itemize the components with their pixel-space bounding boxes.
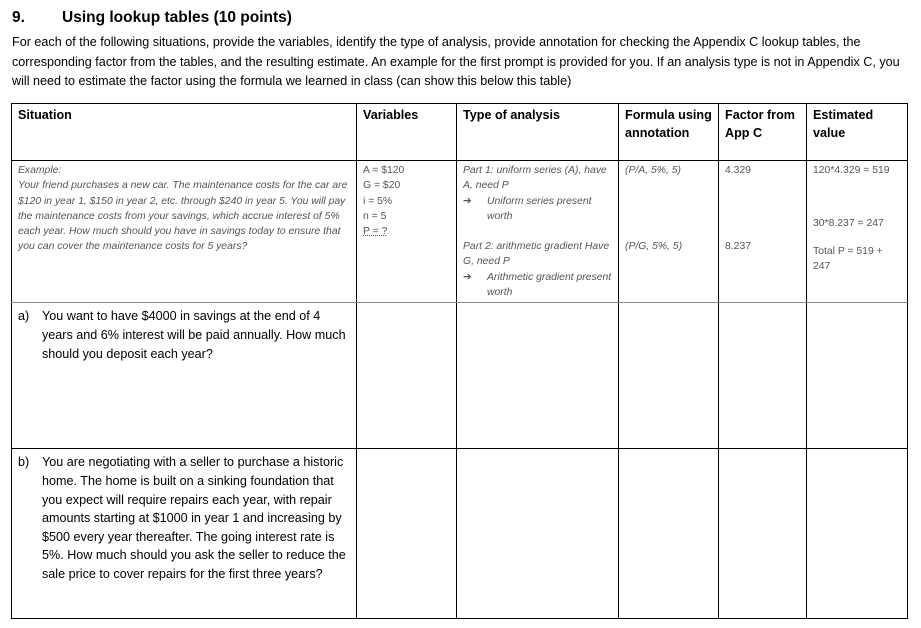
question-b-text: You are negotiating with a seller to purchase a historic home. The home is built on a sinking foundation that you expect will require repairs each year, with repair amounts starting at $1000 in year 1 and increasing by $500 every year thereafter. The going interest rate is 5%. How much should you ask the seller to reduce the sale price to cover repairs for the first three years? bbox=[42, 455, 346, 581]
example-situation-text: Example: Your friend purchases a new car. The maintenance costs for the car are $120 in year 1, $150 in year 2, etc. through $240 in year 5. You will pay the maintenance costs from your savings, which accrue interest of 5% each year. How much should you have in savings today to ensure that you can cover the maintenance costs for 5 years? bbox=[18, 165, 348, 253]
example-type-part1-arrow-text: Uniform series present worth bbox=[487, 195, 592, 222]
example-factor-1: 4.329 bbox=[725, 165, 752, 176]
answer-b-estimate[interactable] bbox=[807, 449, 908, 619]
example-variables bbox=[357, 161, 457, 303]
example-type-part1-result bbox=[463, 194, 612, 225]
question-title: Using lookup tables (10 points) bbox=[62, 9, 292, 26]
example-type-part2-result bbox=[463, 270, 612, 301]
example-type-part1: Part 1: uniform series (A), have A, need P bbox=[463, 165, 607, 192]
example-variable: n = 5 bbox=[363, 210, 387, 222]
example-variable: G = $20 bbox=[363, 180, 401, 192]
header-situation: Situation bbox=[12, 104, 357, 161]
header-type-of-analysis: Type of analysis bbox=[457, 104, 619, 161]
header-formula: Formula using annotation bbox=[619, 104, 719, 161]
header-estimated-value: Estimated value bbox=[807, 104, 908, 161]
question-b-label: b) bbox=[18, 455, 30, 470]
question-b-situation bbox=[12, 449, 357, 619]
example-formula-1: (P/A, 5%, 5) bbox=[625, 165, 682, 176]
example-situation bbox=[12, 161, 357, 303]
answer-a-formula[interactable] bbox=[619, 303, 719, 449]
example-estimate-1: 120*4.329 = 519 bbox=[813, 165, 890, 176]
example-formula bbox=[619, 161, 719, 303]
example-factor-2: 8.237 bbox=[725, 241, 752, 253]
question-a-situation bbox=[12, 303, 357, 449]
example-row bbox=[12, 161, 908, 303]
lookup-table bbox=[11, 103, 908, 619]
question-a-label: a) bbox=[18, 309, 30, 324]
header-row bbox=[12, 104, 908, 161]
answer-b-type[interactable] bbox=[457, 449, 619, 619]
example-factor bbox=[719, 161, 807, 303]
example-type-part2: Part 2: arithmetic gradient Have G, need P bbox=[463, 241, 610, 268]
answer-b-variables[interactable] bbox=[357, 449, 457, 619]
header-factor: Factor from App C bbox=[719, 104, 807, 161]
example-variable: A = $120 bbox=[363, 165, 405, 176]
instructions-paragraph: For each of the following situations, provide the variables, identify the type of analysis, provide annotation for checking the Appendix C lookup tables, the corresponding factor from the tables, and the resulting estimate. An example for the first prompt is provided for you. If an analysis type is not in Appendix C, you will need to estimate the factor using the formula we learned in class (can show this below this table) bbox=[12, 35, 900, 88]
example-type-of-analysis bbox=[457, 161, 619, 303]
example-variable: i = 5% bbox=[363, 195, 393, 207]
answer-a-variables[interactable] bbox=[357, 303, 457, 449]
arrow-icon: ➔ bbox=[463, 271, 472, 283]
example-type-part2-arrow-text: Arithmetic gradient present worth bbox=[487, 271, 612, 299]
answer-b-factor[interactable] bbox=[719, 449, 807, 619]
example-estimate-2: 30*8.237 = 247 bbox=[813, 218, 884, 230]
example-formula-2: (P/G, 5%, 5) bbox=[625, 241, 683, 253]
question-row-a bbox=[12, 303, 908, 449]
question-row-b bbox=[12, 449, 908, 619]
question-number: 9. bbox=[12, 9, 25, 26]
question-a-text: You want to have $4000 in savings at the end of 4 years and 6% interest will be paid annually. How much should you deposit each year? bbox=[42, 309, 346, 361]
answer-a-estimate[interactable] bbox=[807, 303, 908, 449]
example-variable: P = ? bbox=[363, 226, 388, 238]
header-variables: Variables bbox=[357, 104, 457, 161]
example-estimate-total: Total P = 519 + 247 bbox=[813, 245, 883, 272]
answer-a-type[interactable] bbox=[457, 303, 619, 449]
question-heading bbox=[12, 9, 292, 27]
arrow-icon: ➔ bbox=[463, 195, 472, 207]
example-estimate bbox=[807, 161, 908, 303]
answer-b-formula[interactable] bbox=[619, 449, 719, 619]
answer-a-factor[interactable] bbox=[719, 303, 807, 449]
